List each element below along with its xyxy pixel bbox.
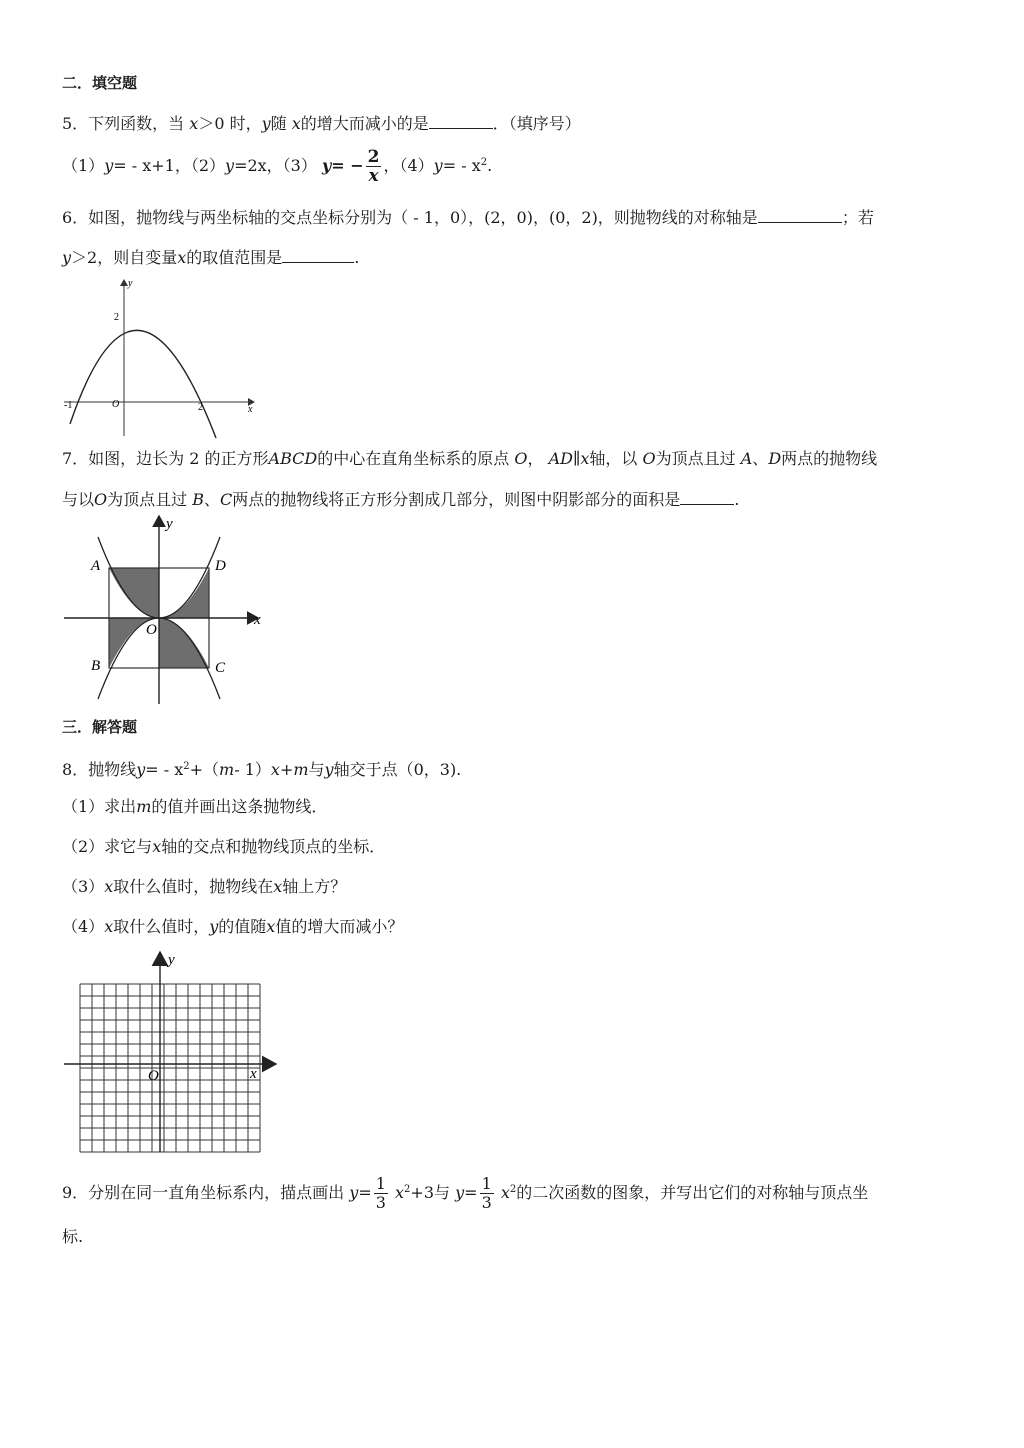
question-8-part-1: （1）求出m的值并画出这条抛物线． [62,797,328,816]
fraction-2-over-x: $\frac{2}{x}$ [367,147,380,186]
origin-label: O [112,399,120,410]
parabola-figure [60,274,260,439]
vertex-label-d: D [215,558,226,574]
question-6-line-1: 6．如图，抛物线与两坐标轴的交点坐标分别为（ - 1，0），(2，0)，(0，2)，则抛物线的对称轴是 ；若 [62,208,874,227]
section-heading-fill-in: 二．填空题 [62,74,138,92]
question-5-stem: 5．下列函数，当 x＞0 时，y随 x的增大而减小的是 ．（填序号） [62,114,581,133]
x-axis-label: x [254,612,261,628]
question-9-line-2: 标. [62,1227,84,1246]
answer-blank[interactable] [680,488,734,505]
answer-blank[interactable] [429,112,493,129]
y-axis-label: y [168,952,175,968]
question-5-options: （1）y= - x+1，（2）y=2x，（3） y= − $\frac{2}{x}$ ，$(4)y= - x^2$. [62,147,493,186]
vertex-label-c: C [215,660,226,676]
parabola-curve [70,330,216,438]
question-8-part-3: （3）x取什么值时，抛物线在x轴上方？ [62,877,347,896]
origin-label: O [146,622,157,638]
section-heading-solve: 三．解答题 [62,718,138,736]
question-8-stem: 8．抛物线$y= - x^2+(m-$ 1）x+m与y轴交于点（0，3). [62,760,462,779]
question-6-line-2: y＞2，则自变量x的取值范围是 . [62,248,360,267]
x-axis-label: x [250,1066,257,1082]
fraction-one-third: $\frac{1}{3}$ [375,1174,386,1212]
answer-blank[interactable] [282,246,354,263]
shaded-region-top-left [109,568,159,618]
tick-label-y2: 2 [114,312,119,323]
answer-blank[interactable] [758,206,842,223]
shaded-region-top-right [159,568,209,618]
tick-label-neg1: -1 [64,400,73,411]
question-8-part-4: （4）x取什么值时，y的值随x值的增大而减小？ [62,917,404,936]
y-axis-label: y [166,516,173,532]
fraction-one-third: $\frac{1}{3}$ [481,1174,492,1212]
y-axis-label: y [128,278,133,289]
vertex-label-b: B [91,658,101,674]
origin-label: O [148,1068,159,1084]
question-7-line-2: 与以O为顶点且过 B、C两点的抛物线将正方形分割成几部分，则图中阴影部分的面积是 . [62,490,740,509]
shaded-region-bottom-right [159,618,209,668]
question-8-part-2: （2）求它与x轴的交点和抛物线顶点的坐标． [62,837,386,856]
tick-label-x2: 2 [198,402,203,413]
question-9-stem: 9．分别在同一直角坐标系内，描点画出 y= $\frac{1}{3}$ $x^2+3$与 y= $\frac{1}{3}$ $x^2$的二次函数的图象，并写出它们的对称轴与顶点坐 [62,1174,869,1212]
question-7-line-1: 7．如图，边长为 2 的正方形ABCD的中心在直角坐标系的原点 O， AD∥x轴，以 O为顶点且过 A、D两点的抛物线 [62,449,878,468]
x-axis-label: x [248,404,253,415]
square-parabola-figure [62,512,272,707]
vertex-label-a: A [91,558,101,574]
coordinate-grid [62,948,284,1154]
grid-lines [80,984,260,1152]
